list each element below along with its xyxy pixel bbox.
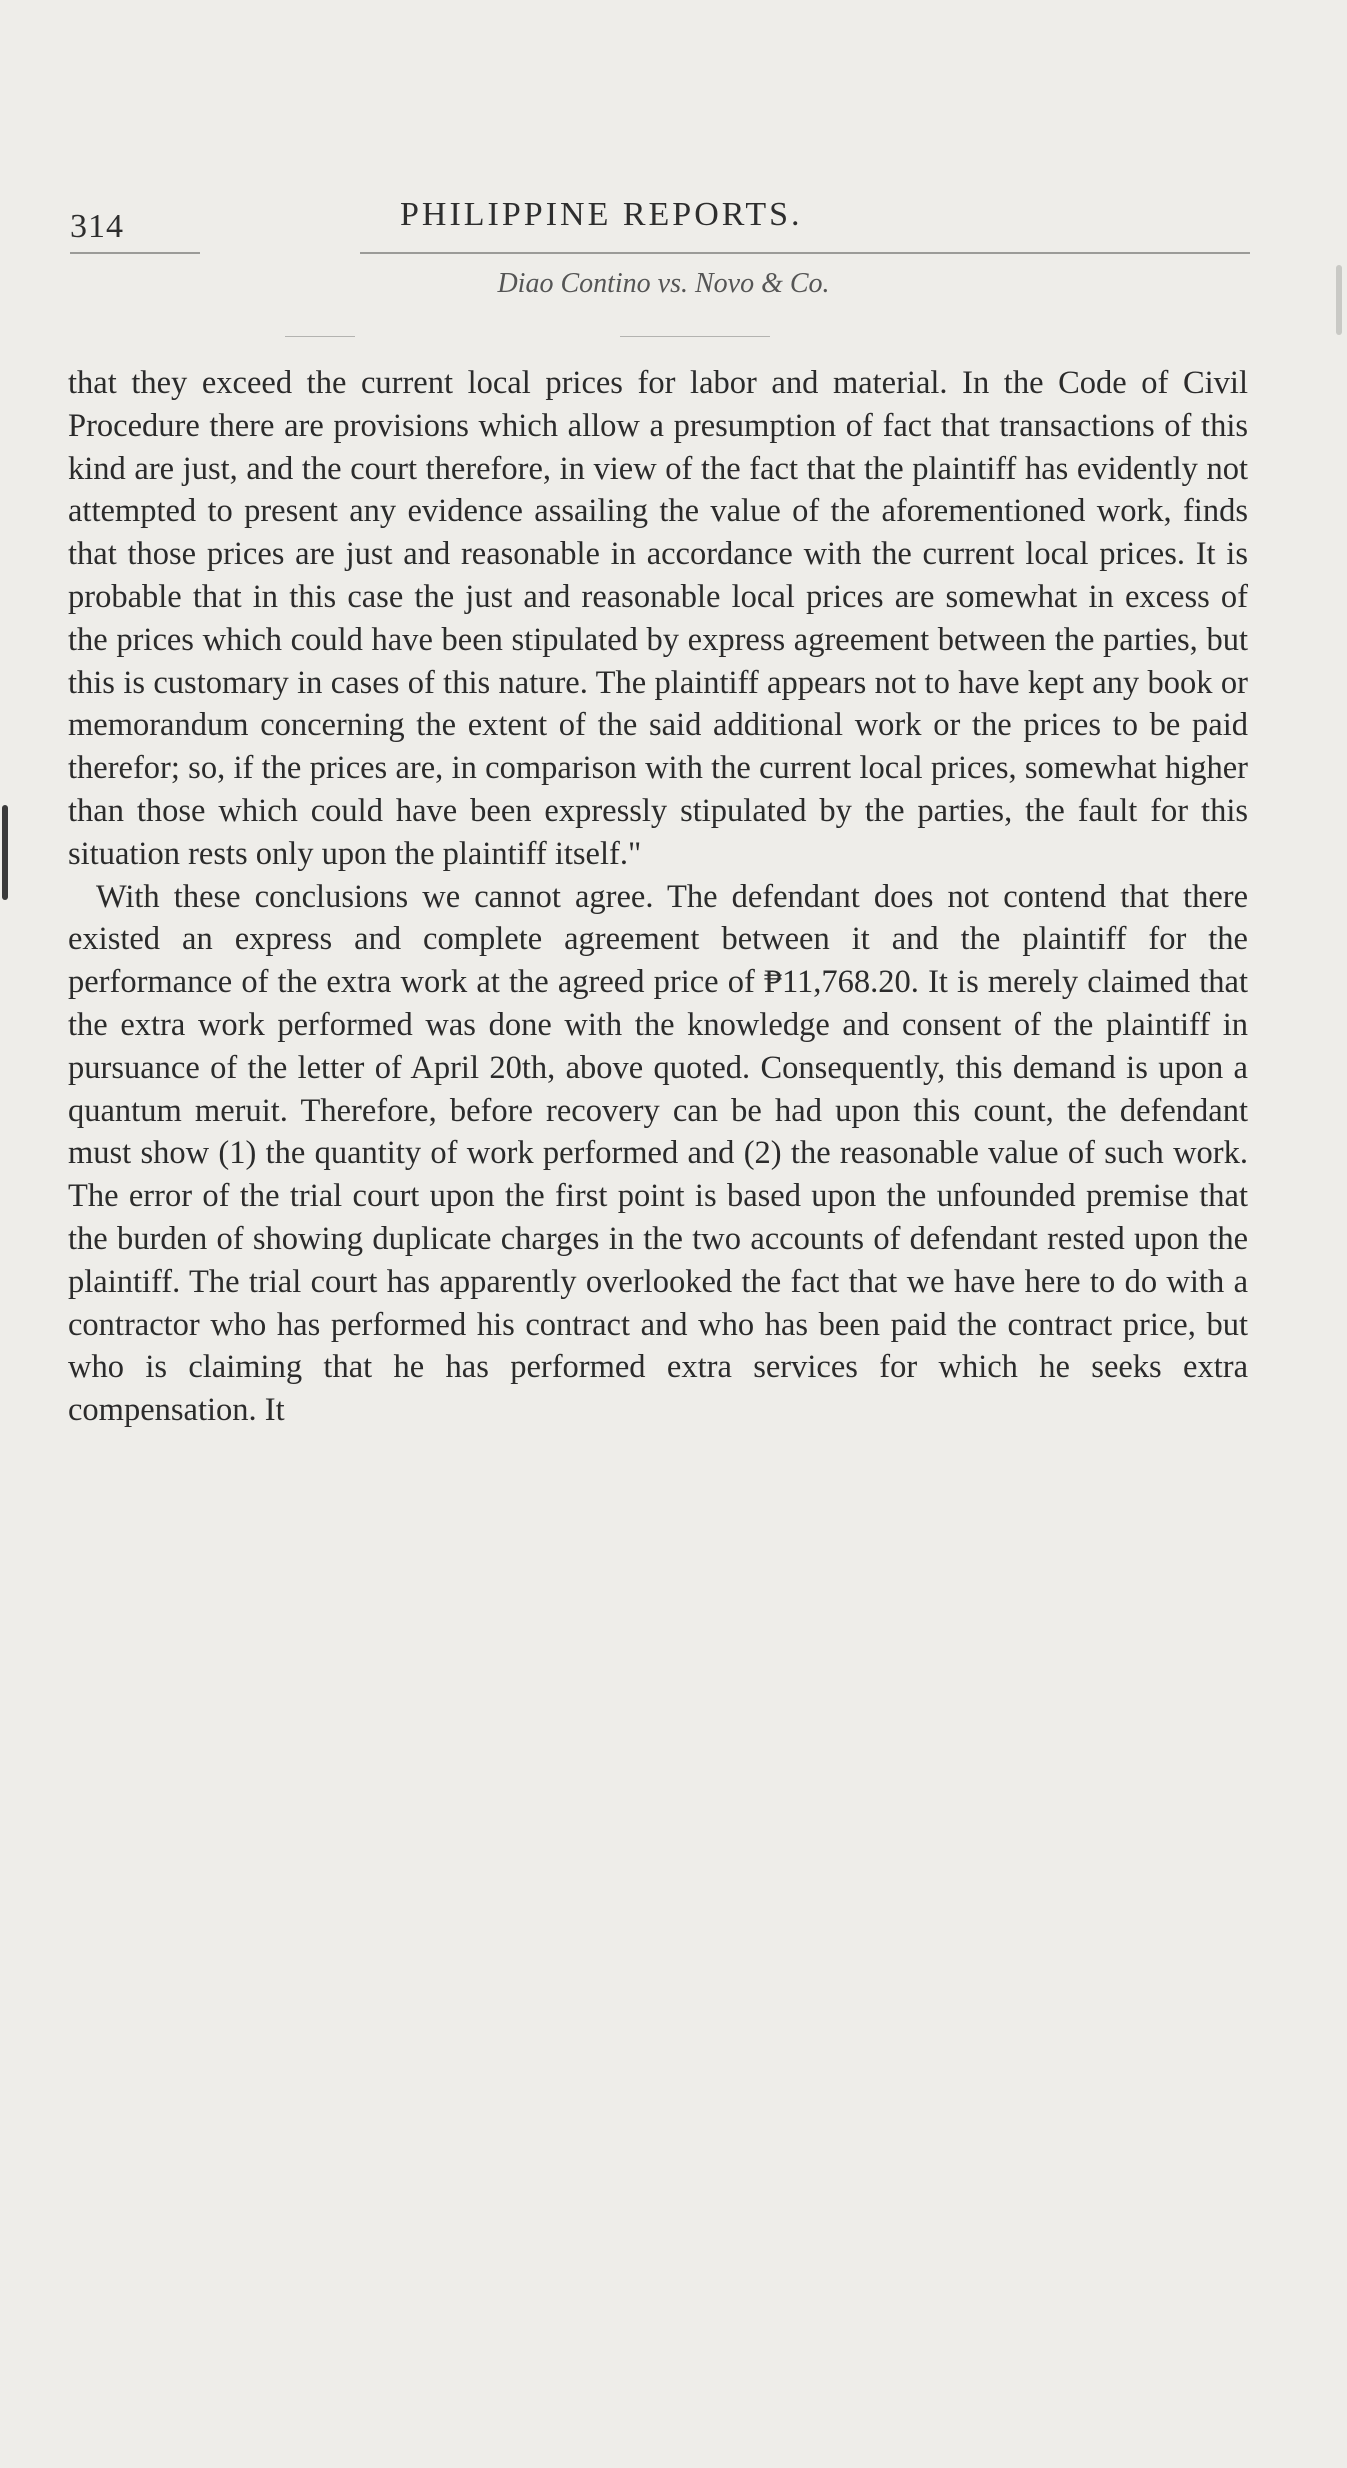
case-title (0, 268, 1347, 300)
edge-scan-mark (1336, 265, 1342, 335)
paragraph-1: that they exceed the current local prices for labor and material. In the Code of Civil Procedure there are provisions which allow a presumption of fact that transactions of this kind are just, and the court therefore, in view of the fact that the plaintiff has evidently not attempted to present any evidence assailing the value of the aforementioned work, finds that those prices are just and reasonable in accordance with the current local prices. It is probable that in this case the just and reasonable local prices are somewhat in excess of the prices which could have been stipulated by express agreement between the parties, but this is customary in cases of this nature. The plaintiff appears not to have kept any book or memorandum concerning the extent of the said additional work or the prices to be paid therefor; so, if the prices are, in comparison with the current local prices, somewhat higher than those which could have been expressly stipulated by the parties, the fault for this situation rests only upon the plaintiff itself." (68, 365, 1248, 872)
separator-rule-left (285, 336, 355, 337)
page-number: 314 (70, 208, 124, 245)
margin-binding-mark (2, 805, 8, 900)
case-title-text: Diao Contino vs. Novo & Co. (497, 268, 830, 299)
running-head: PHILIPPINE REPORTS. (400, 196, 803, 233)
separator-rule-right (620, 336, 770, 337)
header-rule-left (70, 252, 200, 254)
header-rule-right (360, 252, 1250, 254)
body-text (68, 362, 1248, 1432)
paragraph-2: With these conclusions we cannot agree. The defendant does not contend that there existed an express and complete agreement between it and the plaintiff for the performance of the extra work at the agreed price of ₱11,768.20. It is merely claimed that the extra work performed was done with the knowledge and consent of the plaintiff in pursuance of the letter of April 20th, above quoted. Consequently, this demand is upon a quantum meruit. Therefore, before recovery can be had upon this count, the defendant must show (1) the quantity of work performed and (2) the reasonable value of such work. The error of the trial court upon the first point is based upon the unfounded premise that the burden of showing duplicate charges in the two accounts of defendant rested upon the plaintiff. The trial court has apparently overlooked the fact that we have here to do with a contractor who has performed his contract and who has been paid the contract price, but who is claiming that he has performed extra services for which he seeks extra compensation. It (68, 878, 1248, 1429)
